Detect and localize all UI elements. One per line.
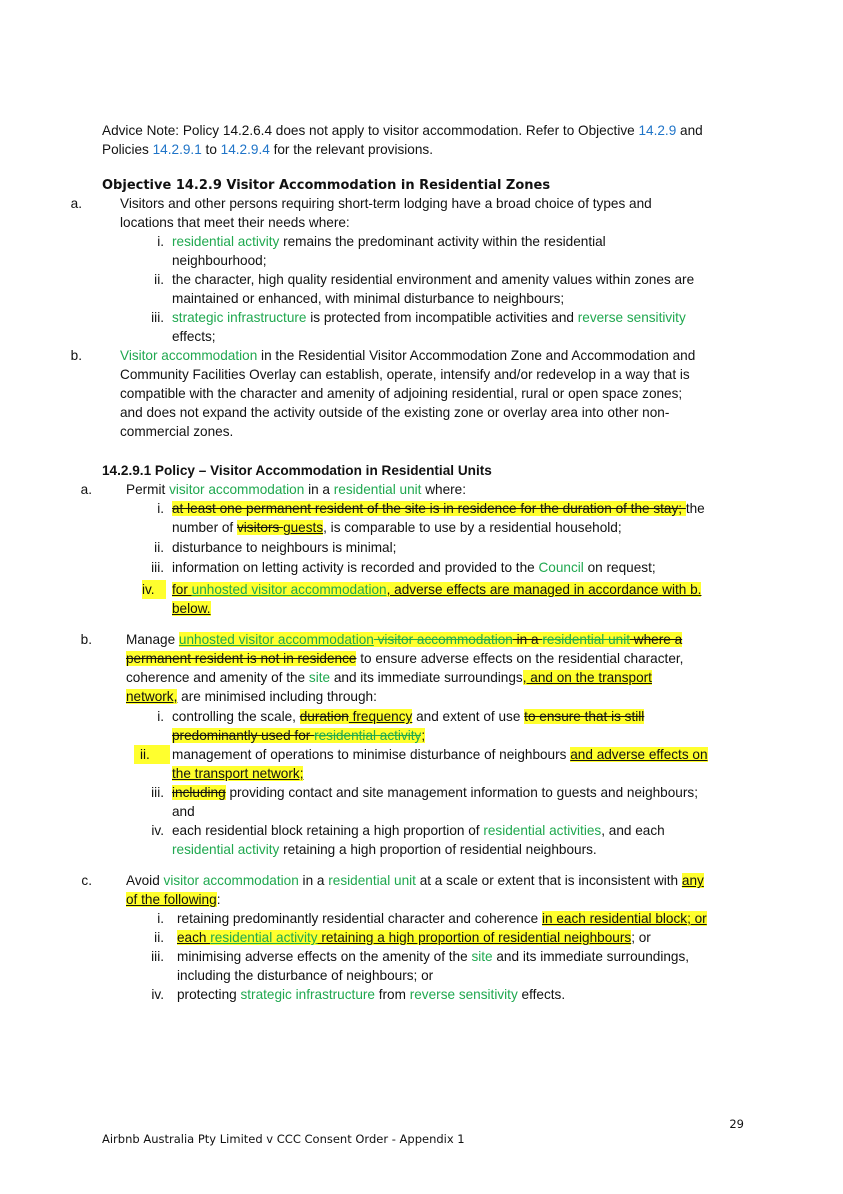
advice-note-line-1 — [102, 121, 762, 140]
clause-text: Avoid — [126, 873, 164, 888]
deleted-text: visitors — [236, 520, 284, 535]
subclause-label: iv. — [151, 987, 164, 1002]
clause-text: where: — [421, 482, 467, 497]
objective-link[interactable]: 14.2.9 — [638, 123, 677, 138]
defined-term-residential-activity[interactable]: residential activity — [172, 234, 280, 249]
policy-c-subclause-iv — [151, 985, 767, 1004]
policy-b-subclause-ii — [140, 745, 762, 783]
inserted-text: for — [172, 582, 192, 597]
subclause-label: iii. — [151, 560, 164, 575]
policy-c-subclause-ii — [154, 928, 767, 947]
clause-label: b. — [80, 632, 92, 647]
inserted-text: below. — [172, 601, 211, 616]
inserted-text: , adverse effects are managed in accordance with b. — [386, 582, 702, 597]
clause-text: remains the predominant activity within the residential — [279, 234, 606, 249]
deleted-text: permanent resident is not in residence — [126, 651, 357, 666]
defined-term-strategic-infrastructure[interactable]: strategic infrastructure — [240, 987, 375, 1002]
clause-text: the — [685, 501, 705, 516]
subclause-label: ii. — [154, 930, 164, 945]
clause-text: Permit — [126, 482, 170, 497]
policy-a-subclause-iii — [151, 558, 762, 577]
clause-text: protecting — [177, 987, 241, 1002]
subclause-label: iii. — [151, 785, 164, 800]
subclause-label: iv. — [151, 823, 164, 838]
policy-a-subclause-i — [157, 499, 762, 537]
subclause-label: i. — [157, 709, 164, 724]
policy-clause-b — [80, 630, 762, 706]
policy-b-subclause-iv — [151, 821, 762, 859]
clause-text: disturbance to neighbours is minimal; — [172, 540, 397, 555]
defined-term-reverse-sensitivity[interactable]: reverse sensitivity — [577, 310, 686, 325]
defined-term-residential-activity[interactable]: residential activity — [210, 930, 318, 945]
advice-note-text: Policies — [102, 142, 153, 157]
defined-term-reverse-sensitivity[interactable]: reverse sensitivity — [409, 987, 518, 1002]
deleted-text: duration — [299, 709, 349, 724]
deleted-text: including — [172, 785, 226, 800]
policy-c-subclause-i — [157, 909, 767, 928]
defined-term-visitor-accommodation[interactable]: visitor accommodation — [163, 873, 299, 888]
clause-text: is protected from incompatible activities and — [306, 310, 578, 325]
clause-text: locations that meet their needs where: — [120, 215, 350, 230]
clause-label: c. — [81, 873, 92, 888]
clause-text: Community Facilities Overlay can establish, operate, intensify and/or redevelop in a way that is — [120, 367, 690, 382]
clause-text: coherence and amenity of the — [126, 670, 309, 685]
clause-text: and its immediate surroundings — [330, 670, 523, 685]
inserted-text: , and on the transport — [522, 670, 652, 685]
clause-text: and its immediate surroundings, — [492, 949, 690, 964]
clause-text: neighbourhood; — [172, 253, 267, 268]
deleted-text: at least one permanent resident of the site is in residence for the duration of the stay; — [172, 501, 686, 516]
clause-text: maintained or enhanced, with minimal disturbance to neighbours; — [172, 291, 565, 306]
clause-text: the character, high quality residential environment and amenity values within zones are — [172, 272, 695, 287]
clause-text: effects. — [517, 987, 566, 1002]
clause-text: commercial zones. — [120, 424, 234, 439]
policy-b-subclause-i — [157, 707, 762, 745]
deleted-text: in a — [512, 632, 543, 647]
subclause-label: ii. — [154, 272, 164, 287]
clause-text: in the Residential Visitor Accommodation Zone and Accommodation and — [257, 348, 696, 363]
clause-text: providing contact and site management information to guests and neighbours; — [225, 785, 698, 800]
clause-text: Manage — [126, 632, 179, 647]
deleted-text: visitor accommodation — [373, 632, 513, 647]
advice-note-text: Advice Note: Policy 14.2.6.4 does not apply to visitor accommodation. Refer to Objective — [102, 123, 639, 138]
objective-clause-a — [70, 194, 762, 232]
defined-term-unhosted-visitor-accommodation[interactable]: unhosted visitor accommodation — [191, 582, 387, 597]
clause-text: effects; — [172, 329, 216, 344]
deleted-text: predominantly used for — [172, 728, 315, 743]
objective-subclause-i — [157, 232, 762, 270]
clause-label: a. — [70, 196, 82, 211]
policy-clause-a — [80, 480, 762, 499]
advice-note-line-2 — [102, 140, 762, 159]
policy-c-subclause-iii — [151, 947, 767, 985]
clause-text: Visitors and other persons requiring short-term lodging have a broad choice of types and — [120, 196, 652, 211]
defined-term-residential-unit[interactable]: residential unit — [333, 482, 422, 497]
clause-text: retaining predominantly residential character and coherence — [177, 911, 542, 926]
clause-text: controlling the scale, — [172, 709, 300, 724]
clause-text: retaining a high proportion of residential neighbours. — [279, 842, 597, 857]
inserted-text: each — [177, 930, 211, 945]
clause-text: management of operations to minimise disturbance of neighbours — [172, 747, 571, 762]
inserted-text: in each residential block; or — [541, 911, 707, 926]
clause-text: : — [216, 892, 221, 907]
inserted-text: retaining a high proportion of residential neighbours — [317, 930, 632, 945]
objective-subclause-ii — [154, 270, 762, 308]
clause-text: each residential block retaining a high proportion of — [172, 823, 484, 838]
clause-text: and extent of use — [412, 709, 525, 724]
defined-term-residential-activity[interactable]: residential activity — [172, 842, 280, 857]
defined-term-site[interactable]: site — [308, 670, 331, 685]
clause-text: number of — [172, 520, 237, 535]
inserted-text: guests — [283, 520, 324, 535]
subclause-label: iv. — [142, 580, 166, 599]
objective-heading: Objective 14.2.9 Visitor Accommodation in Residential Zones — [102, 178, 551, 193]
advice-note-text: for the relevant provisions. — [269, 142, 434, 157]
defined-term-council[interactable]: Council — [538, 560, 584, 575]
subclause-label: ii. — [134, 745, 170, 764]
defined-term-visitor-accommodation[interactable]: visitor accommodation — [169, 482, 305, 497]
advice-note-text: to — [201, 142, 221, 157]
defined-term-strategic-infrastructure[interactable]: strategic infrastructure — [172, 310, 307, 325]
objective-subclause-iii — [151, 308, 762, 346]
inserted-text: network, — [126, 689, 178, 704]
policy-a-subclause-ii — [154, 538, 762, 557]
advice-note-text: and — [676, 123, 703, 138]
subclause-label: iii. — [151, 949, 164, 964]
defined-term-unhosted-visitor-accommodation[interactable]: unhosted visitor accommodation — [178, 632, 374, 647]
clause-text: in a — [304, 482, 334, 497]
clause-text: information on letting activity is recorded and provided to the — [172, 560, 539, 575]
policy-link[interactable]: 14.2.9.4 — [220, 142, 270, 157]
clause-text: and does not expand the activity outside of the existing zone or overlay area into other non- — [120, 405, 670, 420]
clause-text: are minimised including through: — [177, 689, 377, 704]
clause-text: and — [172, 804, 195, 819]
subclause-label: i. — [157, 234, 164, 249]
subclause-label: i. — [157, 911, 164, 926]
clause-text: including the disturbance of neighbours; or — [177, 968, 434, 983]
footer-text: Airbnb Australia Pty Limited v CCC Consent Order - Appendix 1 — [102, 1132, 465, 1146]
clause-text: ; or — [631, 930, 651, 945]
policy-clause-c — [81, 871, 762, 909]
clause-text: minimising adverse effects on the amenity of the — [177, 949, 472, 964]
clause-text: , is comparable to use by a residential household; — [323, 520, 622, 535]
clause-text: from — [374, 987, 410, 1002]
deleted-text: to ensure that is still — [524, 709, 645, 724]
clause-text: ; — [421, 728, 426, 743]
policy-link[interactable]: 14.2.9.1 — [152, 142, 202, 157]
subclause-label: i. — [157, 501, 164, 516]
defined-term-visitor-accommodation[interactable]: Visitor accommodation — [120, 348, 258, 363]
inserted-text: the transport network; — [172, 766, 304, 781]
defined-term-site[interactable]: site — [471, 949, 493, 964]
clause-text: compatible with the character and amenity of adjoining residential, rural or open space zones; — [120, 386, 683, 401]
clause-text: on request; — [583, 560, 656, 575]
policy-a-subclause-iv — [142, 580, 762, 618]
clause-label: b. — [70, 348, 82, 363]
inserted-text: any — [681, 873, 704, 888]
clause-text: in a — [298, 873, 329, 888]
inserted-text: of the following — [126, 892, 217, 907]
inserted-text: and adverse effects on — [570, 747, 708, 762]
objective-clause-b — [70, 346, 762, 441]
policy-heading: 14.2.9.1 Policy – Visitor Accommodation in Residential Units — [102, 463, 492, 478]
deleted-text: where a — [630, 632, 683, 647]
inserted-text: frequency — [348, 709, 413, 724]
policy-b-subclause-iii — [151, 783, 762, 821]
page-number: 29 — [729, 1117, 744, 1131]
clause-text: to ensure adverse effects on the residential character, — [356, 651, 684, 666]
subclause-label: iii. — [151, 310, 164, 325]
deleted-text: residential unit — [542, 632, 631, 647]
advice-note — [102, 121, 762, 159]
defined-term-residential-unit[interactable]: residential unit — [328, 873, 416, 888]
defined-term-residential-activities[interactable]: residential activities — [483, 823, 602, 838]
deleted-text: residential activity — [314, 728, 422, 743]
clause-label: a. — [80, 482, 92, 497]
clause-text: , and each — [601, 823, 665, 838]
subclause-label: ii. — [154, 540, 164, 555]
clause-text: at a scale or extent that is inconsistent with — [415, 873, 682, 888]
